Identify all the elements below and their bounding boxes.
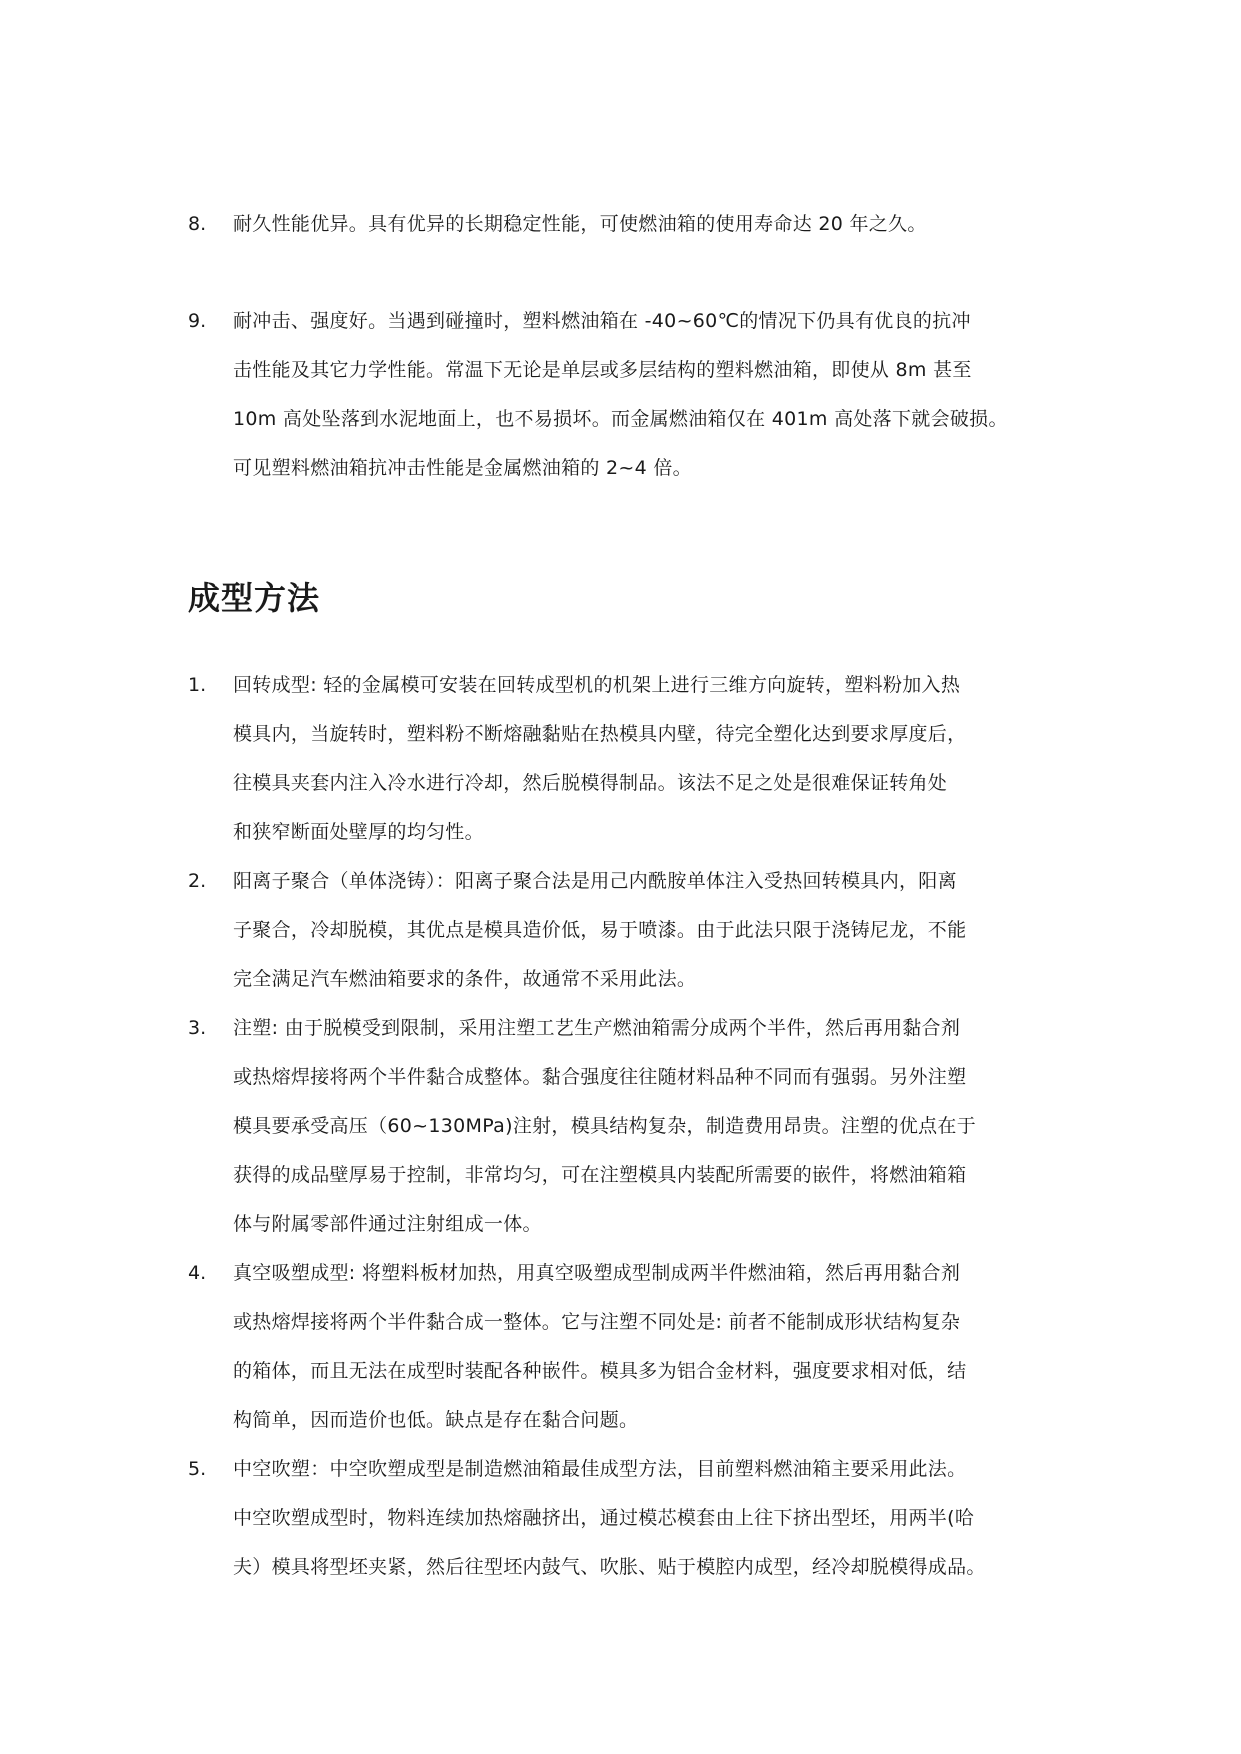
text-line: 可见塑料燃油箱抗冲击性能是金属燃油箱的 2~4 倍。 <box>233 457 692 479</box>
list-item-4 <box>188 1249 1058 1445</box>
list-item-text <box>233 200 1058 249</box>
list-item-1 <box>188 661 1058 857</box>
text-line: 中空吹塑：中空吹塑成型是制造燃油箱最佳成型方法，目前塑料燃油箱主要采用此法。 <box>233 1458 967 1480</box>
list-item-3 <box>188 1004 1058 1249</box>
list-number: 3. <box>188 1017 207 1039</box>
text-line: 子聚合，冷却脱模，其优点是模具造价低，易于喷漆。由于此法只限于浇铸尼龙，不能 <box>233 919 967 941</box>
list-item-text <box>233 661 1058 857</box>
text-line: 10m 高处坠落到水泥地面上，也不易损坏。而金属燃油箱仅在 401m 高处落下就会破损。 <box>233 408 1008 430</box>
text-line: 往模具夹套内注入冷水进行冷却，然后脱模得制品。该法不足之处是很难保证转角处 <box>233 772 948 794</box>
text-line: 或热熔焊接将两个半件黏合成整体。黏合强度往往随材料品种不同而有强弱。另外注塑 <box>233 1066 967 1088</box>
list-number: 8. <box>188 213 207 235</box>
list-number: 9. <box>188 310 207 332</box>
text-line: 夫）模具将型坯夹紧，然后往型坯内鼓气、吹胀、贴于模腔内成型，经冷却脱模得成品。 <box>233 1556 986 1578</box>
text-line: 构简单，因而造价也低。缺点是存在黏合问题。 <box>233 1409 639 1431</box>
text-line: 阳离子聚合（单体浇铸）：阳离子聚合法是用己内酰胺单体注入受热回转模具内，阳离 <box>233 870 957 892</box>
text-line: 完全满足汽车燃油箱要求的条件，故通常不采用此法。 <box>233 968 697 990</box>
list-item-8 <box>188 200 1058 249</box>
text-line: 获得的成品壁厚易于控制，非常均匀，可在注塑模具内装配所需要的嵌件，将燃油箱箱 <box>233 1164 967 1186</box>
text-line: 击性能及其它力学性能。常温下无论是单层或多层结构的塑料燃油箱，即使从 8m 甚至 <box>233 359 972 381</box>
text-line: 回转成型: 轻的金属模可安装在回转成型机的机架上进行三维方向旋转，塑料粉加入热 <box>233 674 961 696</box>
section-heading: 成型方法 <box>188 579 321 617</box>
list-number: 5. <box>188 1458 207 1480</box>
text-line: 模具要承受高压（60~130MPa)注射，模具结构复杂，制造费用昂贵。注塑的优点在于 <box>233 1115 977 1137</box>
list-item-text <box>233 1004 1058 1249</box>
text-line: 中空吹塑成型时，物料连续加热熔融挤出，通过模芯模套由上往下挤出型坯，用两半(哈 <box>233 1507 975 1529</box>
list-number: 2. <box>188 870 207 892</box>
list-item-text <box>233 1445 1058 1592</box>
list-item-2 <box>188 857 1058 1004</box>
text-line: 真空吸塑成型: 将塑料板材加热，用真空吸塑成型制成两半件燃油箱，然后再用黏合剂 <box>233 1262 961 1284</box>
list-item-text <box>233 297 1058 493</box>
text-line: 模具内，当旋转时，塑料粉不断熔融黏贴在热模具内壁，待完全塑化达到要求厚度后， <box>233 723 967 745</box>
list-item-5 <box>188 1445 1058 1592</box>
list-item-text <box>233 857 1058 1004</box>
text-line: 体与附属零部件通过注射组成一体。 <box>233 1213 542 1235</box>
list-number: 1. <box>188 674 207 696</box>
list-item-9 <box>188 297 1058 493</box>
text-line: 注塑: 由于脱模受到限制，采用注塑工艺生产燃油箱需分成两个半件，然后再用黏合剂 <box>233 1017 961 1039</box>
list-number: 4. <box>188 1262 207 1284</box>
text-line: 和狭窄断面处壁厚的均匀性。 <box>233 821 484 843</box>
text-line: 或热熔焊接将两个半件黏合成一整体。它与注塑不同处是: 前者不能制成形状结构复杂 <box>233 1311 961 1333</box>
text-line: 耐冲击、强度好。当遇到碰撞时，塑料燃油箱在 -40~60℃的情况下仍具有优良的抗冲 <box>233 310 971 332</box>
text-line: 的箱体，而且无法在成型时装配各种嵌件。模具多为铝合金材料，强度要求相对低，结 <box>233 1360 967 1382</box>
list-item-text <box>233 1249 1058 1445</box>
text-line: 耐久性能优异。具有优异的长期稳定性能，可使燃油箱的使用寿命达 20 年之久。 <box>233 213 927 235</box>
